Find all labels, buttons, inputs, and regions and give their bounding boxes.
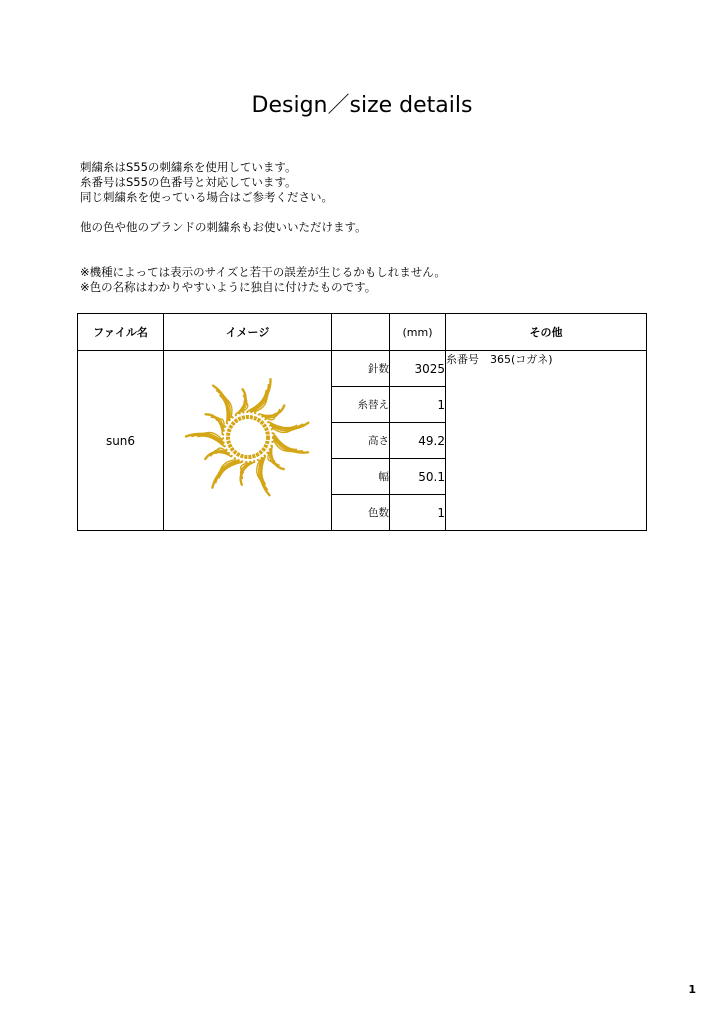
table-row — [78, 351, 647, 387]
notes — [80, 160, 446, 295]
header-file: ファイル名 — [78, 314, 164, 351]
spec-label: 色数 — [332, 495, 390, 531]
note-line: 他の色や他のブランドの刺繍糸もお使いいただけます。 — [80, 220, 367, 234]
design-image — [164, 351, 332, 531]
file-name: sun6 — [78, 351, 164, 531]
header-blank — [332, 314, 390, 351]
note-line: 同じ刺繍糸を使っている場合はご参考ください。 — [80, 190, 333, 204]
page-title: Design／size details — [251, 93, 473, 118]
note-line: ※機種によっては表示のサイズと若干の誤差が生じるかもしれません。 — [80, 265, 446, 279]
spec-label: 糸替え — [332, 387, 390, 423]
header-image: イメージ — [164, 314, 332, 351]
page-number: 1 — [688, 983, 696, 996]
other-info: 糸番号 365(コガネ) — [446, 351, 647, 531]
note-line: 刺繍糸はS55の刺繍糸を使用しています。 — [80, 160, 297, 174]
spec-value: 50.1 — [390, 459, 446, 495]
header-other: その他 — [446, 314, 647, 351]
sun-embroidery-icon — [173, 369, 323, 509]
spec-value: 1 — [390, 387, 446, 423]
spec-label: 高さ — [332, 423, 390, 459]
design-table — [77, 313, 647, 531]
spec-value: 3025 — [390, 351, 446, 387]
header-unit: (mm) — [390, 314, 446, 351]
spec-label: 針数 — [332, 351, 390, 387]
spec-value: 49.2 — [390, 423, 446, 459]
note-line: ※色の名称はわかりやすいように独自に付けたものです。 — [80, 280, 377, 294]
spec-label: 幅 — [332, 459, 390, 495]
note-line: 糸番号はS55の色番号と対応しています。 — [80, 175, 297, 189]
table-header-row — [78, 314, 647, 351]
spec-value: 1 — [390, 495, 446, 531]
